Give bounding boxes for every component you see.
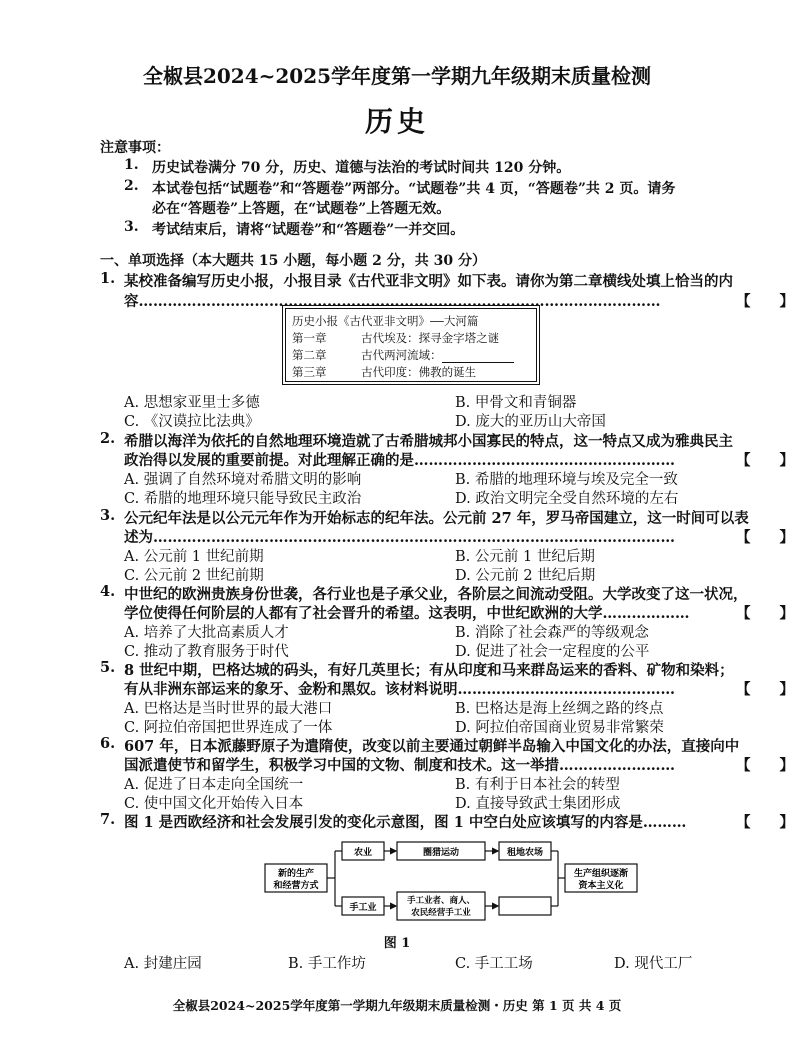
option-c: C. 使中国文化开始传入日本 <box>124 796 304 812</box>
agriculture-label: 农业 <box>353 848 373 858</box>
answer-bracket: 【 】 <box>736 757 794 774</box>
option-c: C. 推动了教育服务于时代 <box>124 644 289 660</box>
question-number: 2. <box>100 430 116 447</box>
option-a: A. 公元前 1 世纪前期 <box>124 549 264 565</box>
question-line: 希腊以海洋为依托的自然地理环境造就了古希腊城邦小国寡民的特点，这一特点又成为雅典民主 <box>124 433 733 450</box>
answer-bracket: 【 】 <box>736 529 794 546</box>
figure-caption: 图 1 <box>383 936 411 951</box>
option-d: D. 公元前 2 世纪后期 <box>455 568 596 584</box>
option-a: A. 思想家亚里士多德 <box>124 395 260 411</box>
question-line: 中世纪的欧洲贵族身份世袭，各行业也是子承父业，各阶层之间流动受阻。大学改变了这一状况， <box>124 586 748 603</box>
option-a: A. 强调了自然环境对希腊文明的影响 <box>124 472 362 488</box>
question-line: 国派遣使节和留学生，积极学习中国的文物、制度和技术。这一举措…………………… <box>124 757 675 774</box>
option-a: A. 培养了大批高素质人才 <box>124 625 289 641</box>
option-c: C. 希腊的地理环境只能导致民主政治 <box>124 491 362 507</box>
option-c: C. 公元前 2 世纪前期 <box>124 568 264 584</box>
newspaper-contents-table <box>285 308 537 382</box>
blank-answer-box <box>499 897 551 915</box>
fill-blank <box>442 351 514 363</box>
question-number: 6. <box>100 735 116 752</box>
notice-item-line: 历史试卷满分 70 分，历史、道德与法治的考试时间共 120 分钟。 <box>152 160 571 176</box>
option-b: B. 甲骨文和青铜器 <box>455 395 577 411</box>
chapter-text: 古代两河流域： <box>361 348 442 362</box>
notice-item-num: 2. <box>124 178 139 194</box>
option-b: B. 有利于日本社会的转型 <box>455 777 620 793</box>
chapter-text: 古代埃及：探寻金字塔之谜 <box>361 331 500 345</box>
option-b: B. 消除了社会森严的等级观念 <box>455 625 649 641</box>
option-a: A. 促进了日本走向全国统一 <box>124 777 304 793</box>
question-line: 容……………………………………………………………………………………………… <box>124 293 661 310</box>
option-d: D. 现代工厂 <box>614 956 693 972</box>
craftsmen-line1: 手工业者、商人、 <box>406 896 476 906</box>
notice-item-line: 考试结束后，请将“试题卷”和“答题卷”一并交回。 <box>152 222 465 238</box>
question-number: 4. <box>100 583 116 600</box>
table-row <box>292 347 514 363</box>
table-title: 历史小报《古代亚非文明》——大河篇 <box>292 314 479 328</box>
question-line: 述为……………………………………………………………………………………………… <box>124 529 675 546</box>
question-line: 学位使得任何阶层的人都有了社会晋升的希望。这表明，中世纪欧洲的大学……………… <box>124 605 690 622</box>
option-a: A. 巴格达是当时世界的最大港口 <box>124 701 333 717</box>
craftsmen-line2: 农民经营手工业 <box>411 908 471 918</box>
option-d: D. 促进了社会一定程度的公平 <box>455 644 650 660</box>
page-footer: 全椒县2024~2025学年度第一学期九年级期末质量检测・历史 第 1 页 共 4 页 <box>172 998 622 1013</box>
option-c: C. 《汉谟拉比法典》 <box>124 414 260 430</box>
notice-heading: 注意事项： <box>100 140 170 156</box>
notice-item-num: 1. <box>124 157 139 173</box>
question-line: 有从非洲东部运来的象牙、金粉和黑奴。该材料说明……………………………………… <box>124 681 675 698</box>
figure-1-flow-diagram <box>262 836 642 926</box>
question-line: 8 世纪中期，巴格达城的码头，有好几英里长；有从印度和马来群岛运来的香料、矿物和染料； <box>124 662 734 679</box>
option-b: B. 巴格达是海上丝绸之路的终点 <box>455 701 664 717</box>
section-heading: 一、单项选择（本大题共 15 小题，每小题 2 分，共 30 分） <box>100 253 486 269</box>
option-d: D. 庞大的亚历山大帝国 <box>455 414 606 430</box>
tenant-farm-label: 租地农场 <box>506 848 544 858</box>
question-line: 公元纪年法是以公元元年作为开始标志的纪年法。公元前 27 年，罗马帝国建立，这一时间可以表 <box>124 510 749 527</box>
answer-bracket: 【 】 <box>736 605 794 622</box>
chapter-label: 第二章 <box>292 348 327 362</box>
notice-item-line: 必在“答题卷”上答题，在“试题卷”上答题无效。 <box>152 201 451 217</box>
option-d: D. 政治文明完全受自然环境的左右 <box>455 491 679 507</box>
question-number: 5. <box>100 659 116 676</box>
capitalism-line2: 资本主义化 <box>578 881 624 891</box>
answer-bracket: 【 】 <box>736 293 794 310</box>
start-box-line1: 新的生产 <box>277 869 315 879</box>
chapter-text: 古代印度：佛教的诞生 <box>361 365 477 379</box>
table-row <box>292 364 476 380</box>
notice-item-num: 3. <box>124 219 139 235</box>
option-d: D. 直接导致武士集团形成 <box>455 796 621 812</box>
start-box-line2: 和经营方式 <box>273 881 319 891</box>
option-b: B. 手工作坊 <box>288 956 366 972</box>
question-line: 607 年，日本派藤野原子为遣隋使，改变以前主要通过朝鲜半岛输入中国文化的办法，直接向中 <box>124 738 740 755</box>
option-a: A. 封建庄园 <box>124 956 202 972</box>
table-row <box>292 330 499 346</box>
exam-title: 全椒县2024~2025学年度第一学期九年级期末质量检测 <box>142 64 652 88</box>
handicraft-label: 手工业 <box>349 903 377 913</box>
answer-bracket: 【 】 <box>736 814 794 831</box>
notice-item-line: 本试卷包括“试题卷”和“答题卷”两部分。“试题卷”共 4 页，“答题卷”共 2 页。请务 <box>152 181 676 197</box>
question-number: 3. <box>100 507 116 524</box>
question-number: 1. <box>100 270 116 287</box>
question-line: 政治得以发展的重要前提。对此理解正确的是……………………………………………… <box>124 452 675 469</box>
capitalism-line1: 生产组织逐渐 <box>573 869 629 879</box>
answer-bracket: 【 】 <box>736 452 794 469</box>
answer-bracket: 【 】 <box>736 681 794 698</box>
chapter-label: 第一章 <box>292 331 327 345</box>
question-line: 图 1 是西欧经济和社会发展引发的变化示意图，图 1 中空白处应该填写的内容是……… <box>124 814 687 831</box>
option-b: B. 希腊的地理环境与埃及完全一致 <box>455 472 678 488</box>
option-c: C. 阿拉伯帝国把世界连成了一体 <box>124 720 333 736</box>
option-b: B. 公元前 1 世纪后期 <box>455 549 595 565</box>
question-line: 某校准备编写历史小报，小报目录《古代亚非文明》如下表。请你为第二章横线处填上恰当的内 <box>124 273 733 290</box>
chapter-label: 第三章 <box>292 365 327 379</box>
enclosure-label: 圈猎运动 <box>422 848 460 858</box>
question-number: 7. <box>100 811 116 828</box>
option-c: C. 手工工场 <box>455 956 533 972</box>
option-d: D. 阿拉伯帝国商业贸易非常繁荣 <box>455 720 664 736</box>
subject-title: 历史 <box>364 105 429 138</box>
